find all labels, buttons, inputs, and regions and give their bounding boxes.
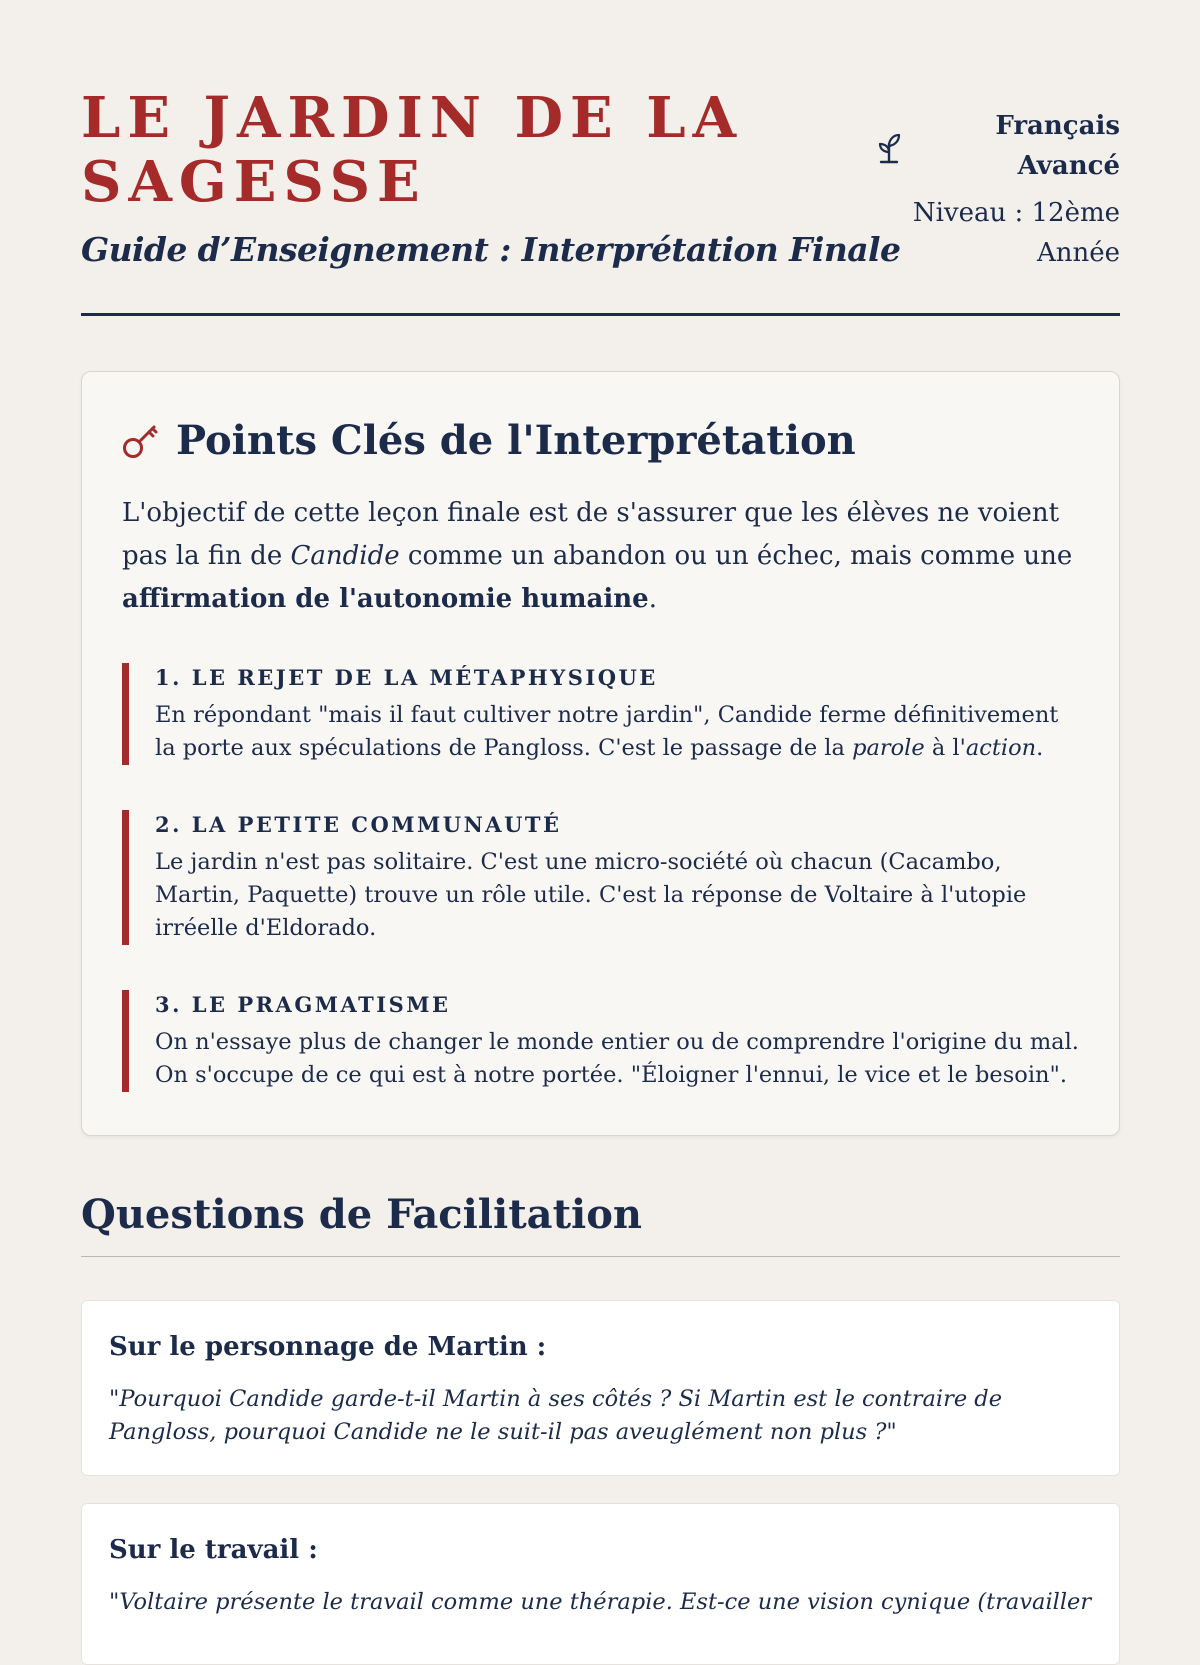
key-point-heading: 1. LE REJET DE LA MÉTAPHYSIQUE [155, 665, 658, 690]
key-points-header [122, 416, 856, 466]
header-divider [81, 313, 1120, 316]
key-point-heading: 3. LE PRAGMATISME [155, 992, 451, 1017]
question-card [81, 1503, 1120, 1665]
intro-text: comme un abandon ou un échec, mais comme une [399, 541, 1073, 571]
page-title: LE JARDIN DE LA SAGESSE [81, 85, 744, 215]
key-point-text: En répondant "mais il faut cultiver notre jardin", Candide ferme définitivement la porte aux spéculations de Pangloss. C'est le passage de la parole à l'action. [155, 702, 1059, 761]
intro-work-title: Candide [290, 541, 400, 571]
key-point [122, 990, 1082, 1092]
course-meta [900, 106, 1120, 273]
question-text: "Pourquoi Candide garde-t-il Martin à ses côtés ? Si Martin est le contraire de Pangloss, pourquoi Candide ne le suit-il pas aveuglément non plus ?" [109, 1386, 1003, 1445]
key-points-card [81, 371, 1120, 1136]
key-point-heading: 2. LA PETITE COMMUNAUTÉ [155, 812, 562, 837]
intro-emphasis: affirmation de l'autonomie humaine [122, 584, 649, 614]
page [81, 0, 1120, 1615]
questions-divider [81, 1256, 1120, 1257]
page-subtitle: Guide d’Enseignement : Interprétation Finale [81, 230, 901, 269]
key-points-title: Points Clés de l'Interprétation [176, 417, 856, 464]
question-heading: Sur le travail : [109, 1535, 318, 1565]
seedling-icon [876, 130, 902, 164]
intro-text: L'objectif de cette leçon finale est de s'assurer que les élèves ne voient pas la fin de [122, 498, 1060, 571]
key-point-text: Le jardin n'est pas solitaire. C'est une micro-société où chacun (Cacambo, Martin, Paquette) trouve un rôle utile. C'est la réponse de Voltaire à l'utopie irréelle d'Eldorado. [155, 849, 1027, 941]
page-header [81, 0, 1120, 318]
key-point [122, 810, 1082, 945]
intro-text: . [648, 584, 657, 614]
course-name: Français Avancé [995, 111, 1120, 181]
question-card [81, 1300, 1120, 1476]
question-text: "Voltaire présente le travail comme une thérapie. Est-ce une vision cynique (travailler [109, 1589, 1092, 1615]
key-point-text: On n'essaye plus de changer le monde entier ou de comprendre l'origine du mal. On s'occupe de ce qui est à notre portée. "Éloigner l'ennui, le vice et le besoin". [155, 1029, 1079, 1088]
key-points-intro [122, 492, 1082, 621]
question-heading: Sur le personnage de Martin : [109, 1332, 547, 1362]
course-level: Niveau : 12ème Année [912, 198, 1120, 268]
key-icon [122, 422, 160, 460]
questions-title: Questions de Facilitation [81, 1191, 643, 1238]
key-point [122, 663, 1082, 765]
